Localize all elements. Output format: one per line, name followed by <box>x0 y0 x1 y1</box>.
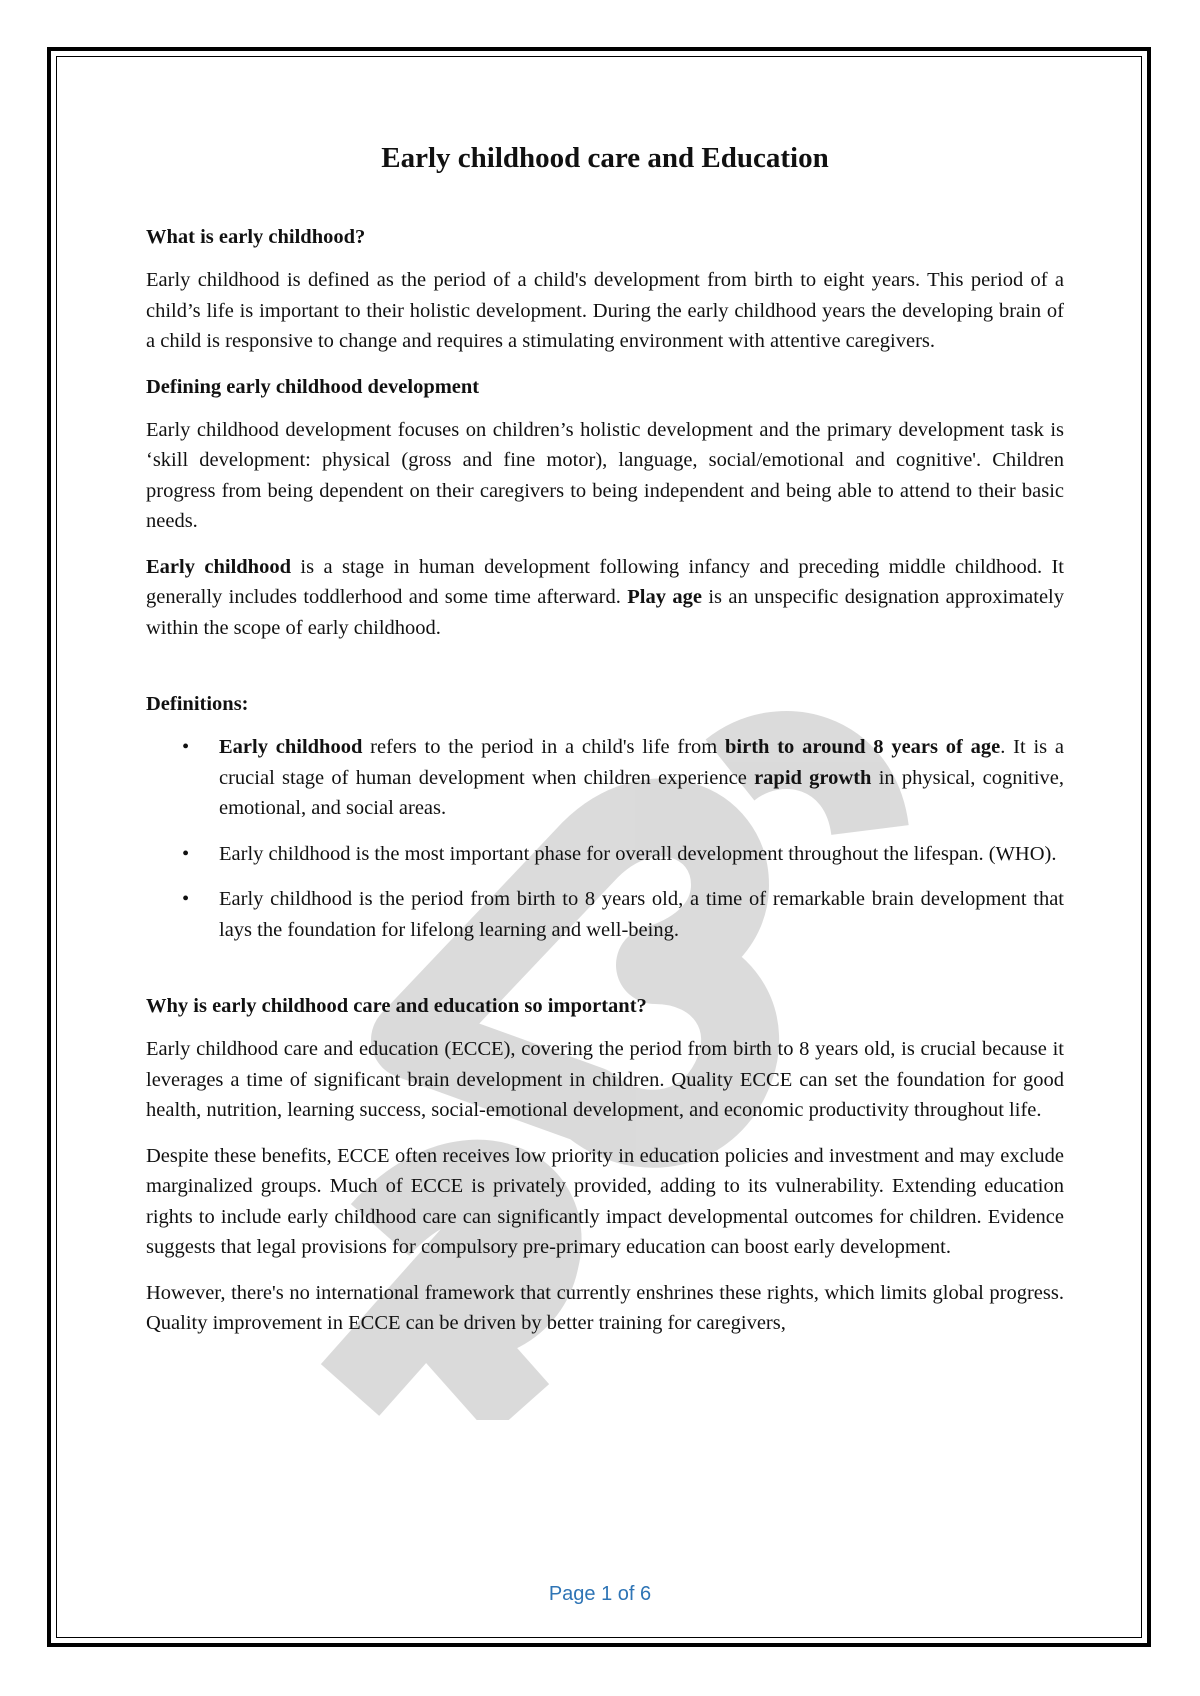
document-body <box>146 140 1064 1354</box>
list-item <box>146 884 1064 945</box>
bullet-icon: • <box>182 736 190 758</box>
heading-why-important: Why is early childhood care and education so important? <box>146 995 647 1017</box>
definitions-list <box>146 732 1064 945</box>
text-span: is a stage in human development following infancy and preceding middle childhood. It generally includes toddlerhood and some time afterward. <box>146 555 1065 608</box>
paragraph-framework: However, there's no international framework that currently enshrines these rights, which limits global progress. Quality improvement in ECCE can be driven by better training for caregivers, <box>146 1281 1064 1334</box>
paragraph-ecce: Early childhood care and education (ECCE), covering the period from birth to 8 years old, is crucial because it leverages a time of significant brain development in children. Quality ECCE can set the foundation for good health, nutrition, learning success, social-emotional development, and economic productivity throughout life. <box>146 1038 1064 1121</box>
bullet-icon: • <box>182 888 190 910</box>
heading-what-is-early-childhood: What is early childhood? <box>146 226 366 248</box>
paragraph-development: Early childhood development focuses on children’s holistic development and the primary development task is ‘skill development: physical (gross and fine motor), language, social/emotional and cognitive'. Children progress from being dependent on their caregivers to being independent and being able to attend to their basic needs. <box>146 418 1064 532</box>
bold-text: rapid growth <box>754 766 872 789</box>
list-item <box>146 732 1064 824</box>
text-span: Early childhood is the most important phase for overall development throughout the lifespan. (WHO). <box>219 842 1057 865</box>
bold-play-age: Play age <box>627 586 702 608</box>
text-span: is an unspecific designation approximately within the scope of early childhood. <box>146 586 1064 639</box>
text-span: refers to the period in a child's life from <box>362 736 726 758</box>
paragraph-stage <box>146 552 1064 644</box>
bold-text: Early childhood <box>219 736 363 758</box>
document-title: Early childhood care and Education <box>381 142 829 174</box>
page-number: Page 1 of 6 <box>548 1583 652 1605</box>
paragraph-definition: Early childhood is defined as the period of a child's development from birth to eight years. This period of a child’s life is important to their holistic development. During the early childhood years the developing brain of a child is responsive to change and requires a stimulating environment with attentive caregivers. <box>146 269 1064 352</box>
paragraph-benefits: Despite these benefits, ECCE often receives low priority in education policies and investment and may exclude marginalized groups. Much of ECCE is privately provided, adding to its vulnerability. Extending education rights to include early childhood care can significantly impact developmental outcomes for children. Evidence suggests that legal provisions for compulsory pre-primary education can boost early development. <box>146 1144 1064 1258</box>
list-item <box>146 839 1064 870</box>
heading-defining-development: Defining early childhood development <box>146 375 480 398</box>
bold-text: birth to around 8 years of age <box>725 736 1001 758</box>
heading-definitions: Definitions: <box>146 693 249 715</box>
text-span: Early childhood is the period from birth to 8 years old, a time of remarkable brain development that lays the foundation for lifelong learning and well-being. <box>219 888 1064 941</box>
bullet-icon: • <box>182 842 190 865</box>
bold-early-childhood: Early childhood <box>146 555 291 578</box>
text-span: in physical, cognitive, emotional, and social areas. <box>219 766 1065 819</box>
text-span: . It is a crucial stage of human development when children experience <box>219 736 1065 789</box>
